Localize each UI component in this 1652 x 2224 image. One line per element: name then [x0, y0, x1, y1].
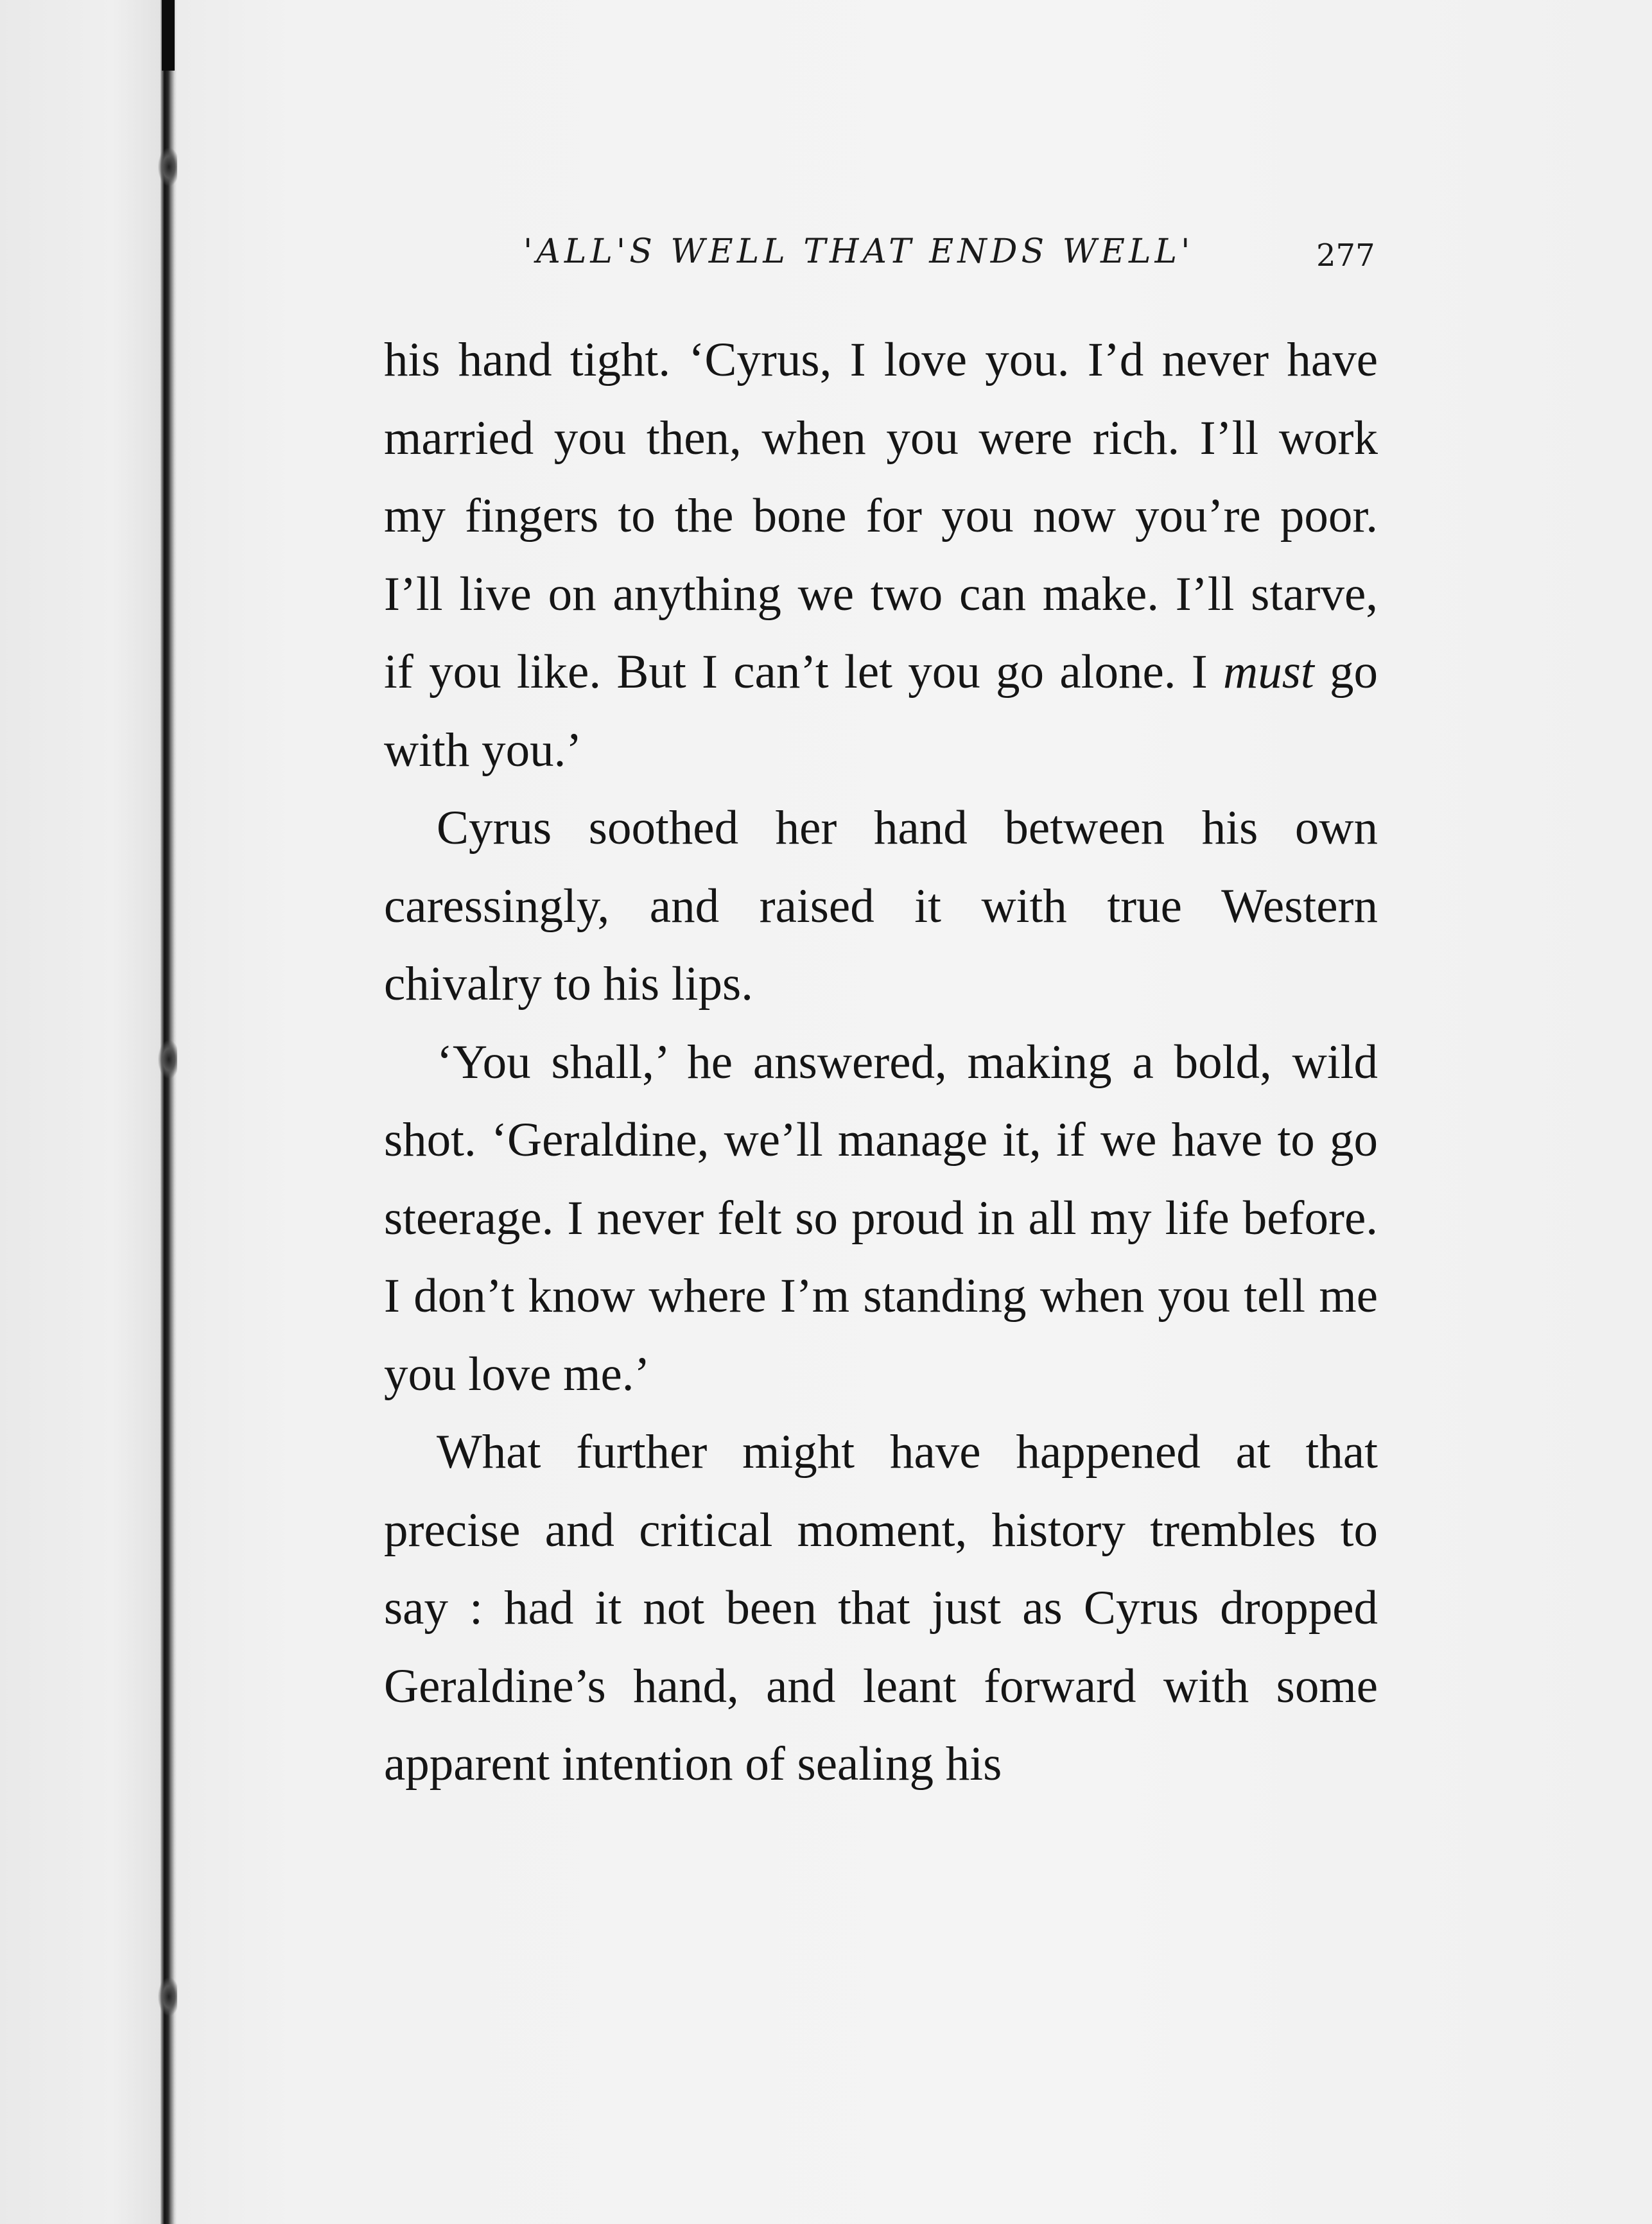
paragraph-text: his hand tight. ‘Cyrus, I love you. I’d never have married you then, when you were rich. I’ll work my fingers to the bone for you now you’re poor. I’ll live on anything we two can make. I’ll starve, if you like. But I can’t let you go alone. I — [384, 333, 1378, 699]
binding-stitch-mark — [158, 1040, 180, 1079]
paragraph-3 — [384, 1023, 1378, 1414]
facing-page-edge — [0, 0, 161, 2224]
body-text — [384, 321, 1378, 1803]
paragraph-4 — [384, 1413, 1378, 1803]
page-number: 277 — [1316, 238, 1375, 274]
binding-stitch-mark — [158, 1977, 180, 2016]
running-head: 'ALL'S WELL THAT ENDS WELL' — [523, 232, 1194, 271]
paragraph-2 — [384, 789, 1378, 1023]
emphasized-word: must — [1223, 645, 1314, 699]
paragraph-1 — [384, 321, 1378, 789]
paragraph-text: What further might have happened at that precise and critical moment, history trembles to say : had it not been that just as Cyrus dropped Geraldine’s hand, and leant forward with some apparent intention of sealing his — [384, 1425, 1378, 1791]
paragraph-text: ‘You shall,’ he answered, making a bold, wild shot. ‘Geraldine, we’ll manage it, if we have to go steerage. I never felt so proud in all my life before. I don’t know where I’m standing when you tell me you love me.’ — [384, 1035, 1378, 1401]
paragraph-text: go with you.’ — [384, 645, 1378, 777]
binding-stitch-mark — [158, 148, 180, 186]
gutter-shadow — [162, 0, 175, 71]
book-gutter — [161, 0, 177, 2224]
paragraph-text: Cyrus soothed her hand between his own caressingly, and raised it with true Western chivalry to his lips. — [384, 801, 1378, 1011]
